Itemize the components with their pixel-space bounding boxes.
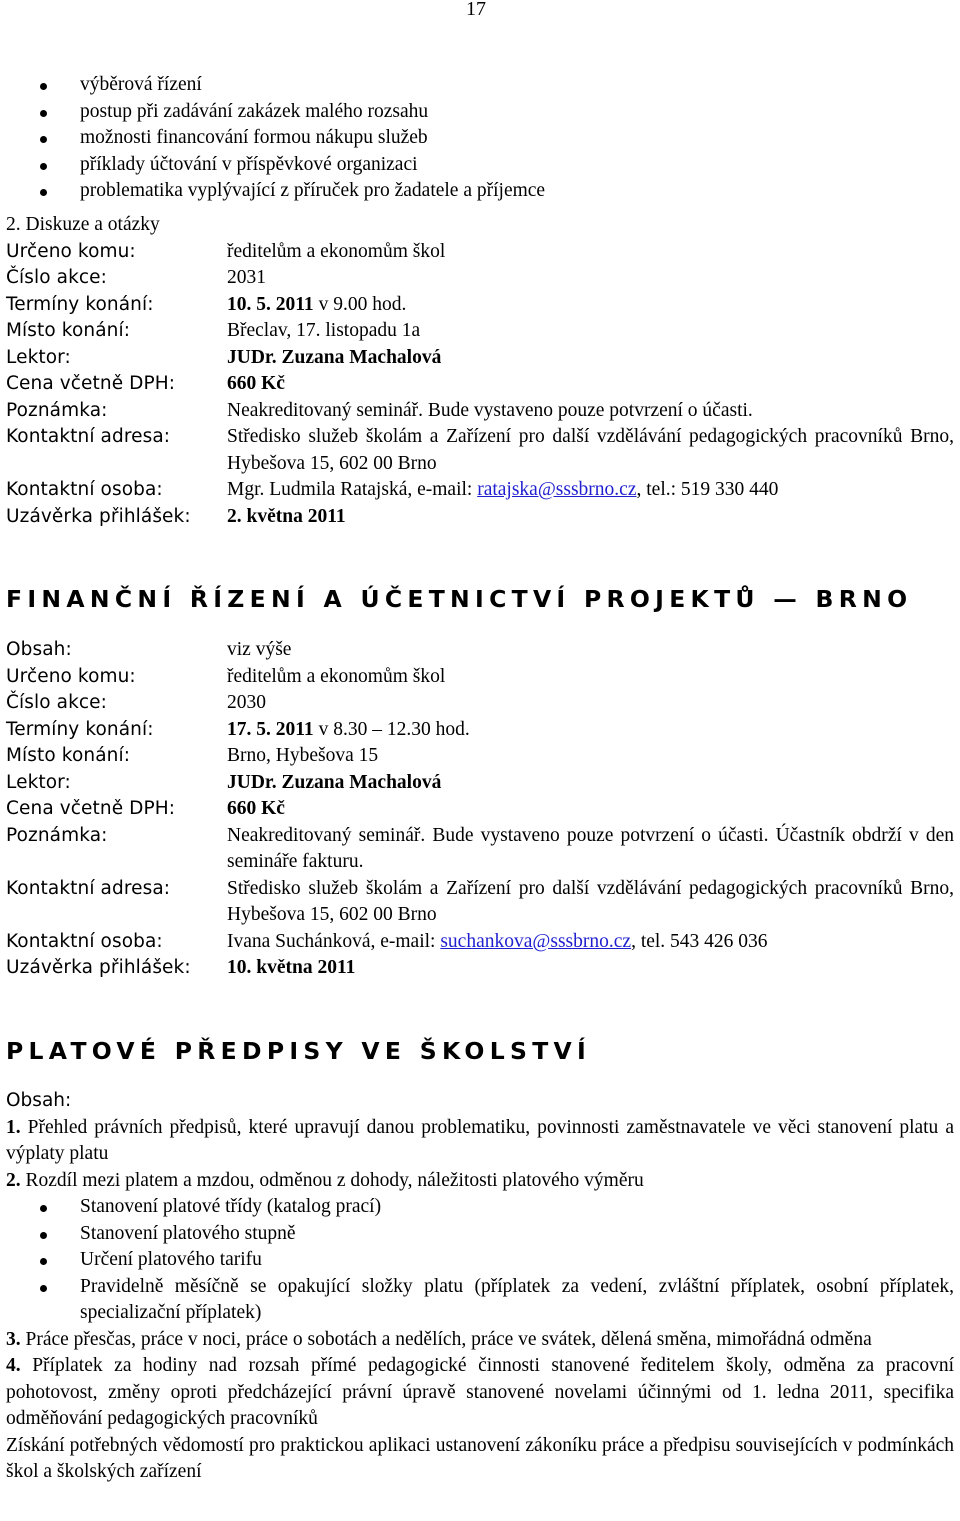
field-value-wrap	[227, 717, 954, 744]
field-label: Poznámka:	[6, 824, 108, 846]
page-number: 17	[466, 0, 486, 20]
field-label: Určeno komu:	[6, 665, 136, 687]
field-value: Neakreditovaný seminář. Bude vystaveno pouze potvrzení o účasti. Účastník obdrží v den semináře fakturu.	[227, 824, 954, 872]
row-poznamka	[6, 398, 954, 425]
obsah-label: Obsah:	[6, 1090, 72, 1111]
list-item: Určení platového tarifu	[6, 1247, 954, 1274]
field-value-wrap	[227, 929, 954, 956]
field-label: Číslo akce:	[6, 692, 107, 713]
event-time: v 9.00 hod.	[313, 293, 407, 315]
field-label: Uzávěrka přihlášek:	[6, 957, 191, 978]
row-obsah	[6, 637, 954, 664]
row-poznamka	[6, 823, 954, 876]
field-value: Břeclav, 17. listopadu 1a	[227, 320, 421, 341]
field-value: 2. května 2011	[227, 505, 346, 527]
email-link[interactable]: suchankova@sssbrno.cz	[440, 930, 632, 952]
discussion-item: 2. Diskuze a otázky	[6, 214, 160, 235]
section-heading: FINANČNÍ ŘÍZENÍ A ÚČETNICTVÍ PROJEKTŮ — BRNO	[6, 585, 913, 613]
section-heading: PLATOVÉ PŘEDPISY VE ŠKOLSTVÍ	[6, 1037, 592, 1065]
item-text: Rozdíl mezi platem a mzdou, odměnou z dohody, náležitosti platového výměru	[20, 1169, 644, 1191]
bullet-list	[6, 1194, 954, 1327]
field-label: Lektor:	[6, 771, 71, 793]
row-terminy	[6, 292, 954, 319]
content-item-3	[6, 1327, 954, 1354]
event-date: 10. 5. 2011	[227, 293, 314, 315]
row-misto	[6, 318, 954, 345]
field-label: Kontaktní osoba:	[6, 479, 163, 500]
row-terminy	[6, 717, 954, 744]
item-text: Přehled právních předpisů, které upravují danou problematiku, povinnosti zaměstnavatele ve věci stanovení platu a výplaty platu	[6, 1116, 954, 1164]
row-lektor	[6, 345, 954, 372]
field-label: Termíny konání:	[6, 718, 154, 740]
field-label: Poznámka:	[6, 399, 108, 421]
field-label: Číslo akce:	[6, 267, 107, 288]
field-label: Termíny konání:	[6, 293, 154, 315]
item-text: Práce přesčas, práce v noci, práce o sobotách a nedělích, práce ve svátek, dělená směna, mimořádná odměna	[20, 1328, 872, 1350]
field-label: Lektor:	[6, 346, 71, 368]
list-item: výběrová řízení	[6, 72, 954, 99]
field-label: Kontaktní adresa:	[6, 877, 171, 899]
field-value: Brno, Hybešova 15	[227, 745, 379, 766]
field-label: Obsah:	[6, 639, 72, 660]
row-cislo	[6, 690, 954, 717]
row-adresa	[6, 424, 954, 477]
field-label: Místo konání:	[6, 320, 131, 341]
contact-phone: , tel. 543 426 036	[631, 930, 768, 952]
item-number: 3.	[6, 1328, 21, 1350]
row-lektor	[6, 770, 954, 797]
field-value: ředitelům a ekonomům škol	[227, 240, 446, 262]
row-cislo	[6, 265, 954, 292]
field-value: Středisko služeb školám a Zařízení pro další vzdělávání pedagogických pracovníků Brno, Hybešova 15, 602 00 Brno	[227, 426, 954, 474]
field-value: Středisko služeb školám a Zařízení pro další vzdělávání pedagogických pracovníků Brno, Hybešova 15, 602 00 Brno	[227, 877, 954, 925]
list-item: Stanovení platové třídy (katalog prací)	[6, 1194, 954, 1221]
item-number: 2.	[6, 1169, 21, 1191]
contact-phone: , tel.: 519 330 440	[636, 479, 779, 500]
field-label: Kontaktní osoba:	[6, 930, 163, 952]
field-value: 2031	[227, 267, 266, 288]
field-value-wrap	[227, 477, 954, 504]
row-cena	[6, 371, 954, 398]
item-number: 4.	[6, 1355, 21, 1376]
field-value: 10. května 2011	[227, 957, 356, 978]
field-label: Určeno komu:	[6, 240, 136, 262]
field-value: 660 Kč	[227, 373, 285, 394]
event-time: v 8.30 – 12.30 hod.	[313, 718, 470, 740]
field-value: JUDr. Zuzana Machalová	[227, 346, 442, 368]
list-item: Stanovení platového stupně	[6, 1221, 954, 1248]
row-urceno	[6, 239, 954, 266]
closing-paragraph: Získání potřebných vědomostí pro praktickou aplikaci ustanovení zákoníku práce a předpisu souvisejících v podmínkách škol a školských zařízení	[6, 1434, 954, 1482]
row-uzaverka	[6, 504, 954, 531]
field-value: viz výše	[227, 639, 292, 660]
field-value: 660 Kč	[227, 798, 285, 819]
list-item: postup při zadávání zakázek malého rozsahu	[6, 99, 954, 126]
event-date: 17. 5. 2011	[227, 718, 314, 740]
field-label: Cena včetně DPH:	[6, 798, 176, 819]
field-value: 2030	[227, 692, 266, 713]
content-item-4	[6, 1353, 954, 1433]
field-label: Kontaktní adresa:	[6, 426, 171, 447]
list-item: problematika vyplývající z příruček pro žadatele a příjemce	[6, 178, 954, 205]
field-value-wrap	[227, 292, 954, 319]
top-bullet-list	[6, 72, 954, 205]
field-value: Neakreditovaný seminář. Bude vystaveno pouze potvrzení o účasti.	[227, 399, 753, 421]
row-adresa	[6, 876, 954, 929]
content-item-2	[6, 1168, 954, 1195]
list-item: Pravidelně měsíčně se opakující složky platu (příplatek za vedení, zvláštní příplatek, osobní příplatek, specializační příplatek)	[6, 1274, 954, 1327]
field-value: ředitelům a ekonomům škol	[227, 665, 446, 687]
row-cena	[6, 796, 954, 823]
row-urceno	[6, 664, 954, 691]
section3-content	[6, 1088, 954, 1486]
list-item: možnosti financování formou nákupu služeb	[6, 125, 954, 152]
field-value: JUDr. Zuzana Machalová	[227, 771, 442, 793]
field-label: Cena včetně DPH:	[6, 373, 176, 394]
item-number: 1.	[6, 1116, 21, 1138]
item-text: Příplatek za hodiny nad rozsah přímé pedagogické činnosti stanovené ředitelem školy, odměna za pracovní pohotovost, změny oproti předcházející právní úpravě stanovené novelami účinnými od 1. ledna 2011, specifika odměňování pedagogických pracovníků	[6, 1355, 954, 1429]
field-label: Uzávěrka přihlášek:	[6, 505, 191, 527]
row-misto	[6, 743, 954, 770]
row-osoba	[6, 477, 954, 504]
row-uzaverka	[6, 955, 954, 982]
content-item-1	[6, 1115, 954, 1168]
list-item: příklady účtování v příspěvkové organizaci	[6, 152, 954, 179]
contact-name: Ivana Suchánková, e-mail:	[227, 930, 441, 952]
email-link[interactable]: ratajska@sssbrno.cz	[477, 479, 637, 500]
field-label: Místo konání:	[6, 745, 131, 766]
row-osoba	[6, 929, 954, 956]
section1-details	[6, 212, 954, 530]
section2-details	[6, 637, 954, 982]
contact-name: Mgr. Ludmila Ratajská, e-mail:	[227, 479, 478, 500]
